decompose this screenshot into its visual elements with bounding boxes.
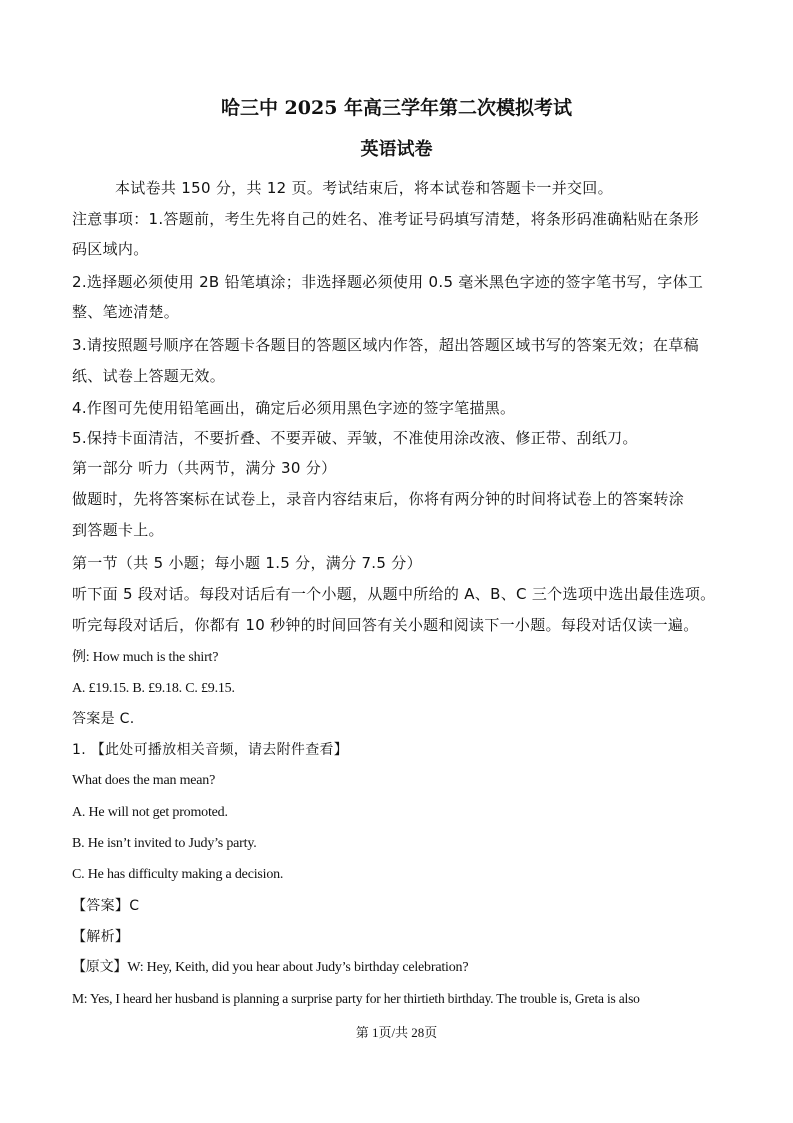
question-1-option-b: B. He isn’t invited to Judy’s party.	[72, 836, 257, 851]
question-1-option-c: C. He has difficulty making a decision.	[72, 867, 284, 882]
question-1-answer: 【答案】C	[72, 898, 140, 914]
notes-line-2b: 整、笔迹清楚。	[72, 303, 180, 321]
section1-instruction-2: 听完每段对话后，你都有 10 秒钟的时间回答有关小题和阅读下一小题。每段对话仅读一遍。	[72, 616, 699, 634]
question-1-label: 1. 【此处可播放相关音频，请去附件查看】	[72, 742, 349, 758]
part1-heading: 第一部分 听力（共两节，满分 30 分）	[72, 459, 337, 477]
question-1-analysis: 【解析】	[72, 929, 130, 945]
notes-line-2: 2.选择题必须使用 2B 铅笔填涂；非选择题必须使用 0.5 毫米黑色字迹的签字笔书写，字体工	[72, 273, 704, 291]
section1-heading: 第一节（共 5 小题；每小题 1.5 分，满分 7.5 分）	[72, 554, 422, 572]
example-answer: 答案是 C.	[72, 711, 135, 727]
notes-line-5: 5.保持卡面清洁，不要折叠、不要弄破、弄皱，不准使用涂改液、修正带、刮纸刀。	[72, 429, 638, 447]
question-1-option-a: A. He will not get promoted.	[72, 805, 228, 820]
intro-text: 本试卷共 150 分，共 12 页。考试结束后，将本试卷和答题卡一并交回。	[115, 179, 613, 197]
section1-instruction-1: 听下面 5 段对话。每段对话后有一个小题，从题中所给的 A、B、C 三个选项中选出最佳选项。	[72, 585, 716, 603]
part1-instruction-1: 做题时，先将答案标在试卷上，录音内容结束后，你将有两分钟的时间将试卷上的答案转涂	[72, 490, 685, 508]
example-question: 例: How much is the shirt?	[72, 650, 219, 665]
part1-instruction-2: 到答题卡上。	[72, 521, 164, 539]
notes-line-1b: 码区域内。	[72, 240, 149, 258]
notes-line-4: 4.作图可先使用铅笔画出，确定后必须用黑色字迹的签字笔描黑。	[72, 399, 516, 417]
page-title: 哈三中 2025 年高三学年第二次模拟考试	[220, 97, 573, 119]
transcript-line-1: 【原文】W: Hey, Keith, did you hear about Judy’s birthday celebration?	[72, 960, 469, 975]
question-1-text: What does the man mean?	[72, 773, 216, 788]
notes-line-1: 注意事项：1.答题前，考生先将自己的姓名、准考证号码填写清楚，将条形码准确粘贴在条形	[72, 210, 699, 228]
page-footer: 第 1页/共 28页	[355, 1025, 438, 1040]
page-subtitle: 英语试卷	[360, 139, 433, 160]
transcript-line-2: M: Yes, I heard her husband is planning a surprise party for her thirtieth birthday. The trouble is, Greta is also	[72, 991, 640, 1006]
notes-line-3: 3.请按照题号顺序在答题卡各题目的答题区域内作答，超出答题区域书写的答案无效；在草稿	[72, 336, 699, 354]
example-options: A. £19.15. B. £9.18. C. £9.15.	[72, 681, 235, 696]
notes-line-3b: 纸、试卷上答题无效。	[72, 367, 226, 385]
